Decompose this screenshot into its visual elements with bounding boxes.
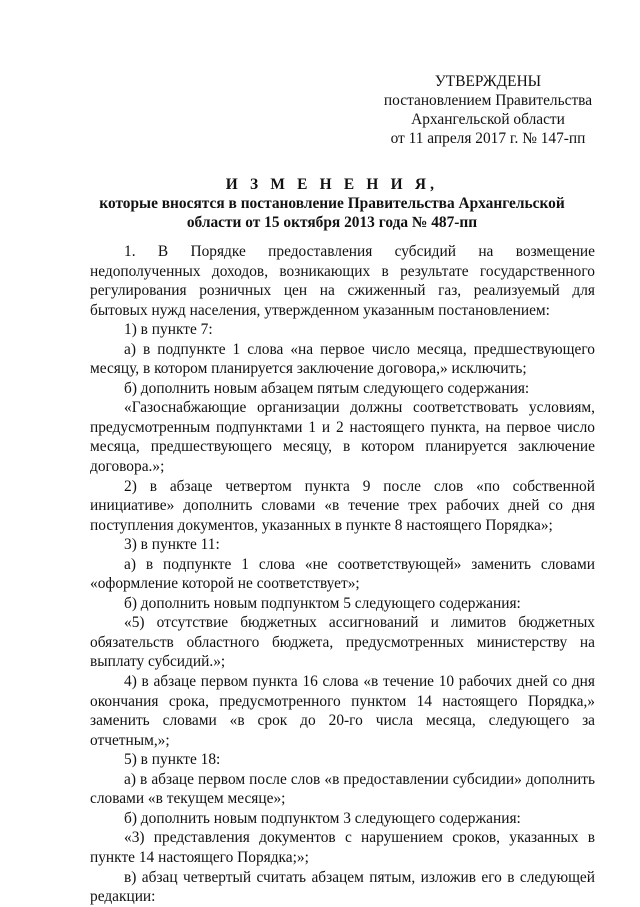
heading-title: И З М Е Н Е Н И Я, [225,176,439,193]
paragraph: 4) в абзаце первом пункта 16 слова «в течение 10 рабочих дней со дня окончания срока, предусмотренного пунктом 14 настоящего Порядка,» заменить словами «в срок до 20-го числа месяца, следующего за отчетным,»; [90,673,595,749]
paragraph: «3) представления документов с нарушением сроков, указанных в пункте 14 настоящего Порядка;»; [90,829,595,866]
paragraph: а) в подпункте 1 слова «на первое число месяца, предшествующего месяцу, в котором планируется заключение договора,» исключить; [90,340,595,378]
document-body [90,242,595,907]
paragraph: б) дополнить новым абзацем пятым следующего содержания: [124,379,530,397]
paragraph: «5) отсутствие бюджетных ассигнований и лимитов бюджетных обязательств областного бюджета, предусмотренных министерству на выплату субсидий.»; [90,614,595,671]
heading-subtitle-line2: области от 15 октября 2013 года № 487-пп [186,214,478,231]
approval-line-decree: постановлением Правительства [383,92,593,109]
paragraph: 1) в пункте 7: [124,321,213,339]
paragraph: а) в подпункте 1 слова «не соответствующей» заменить словами «оформление которой не соответствует»; [90,555,595,593]
paragraph: а) в абзаце первом после слов «в предоставлении субсидии» дополнить словами «в текущем месяце»; [90,770,595,808]
heading-subtitle-line1: которые вносятся в постановление Правительства Архангельской [99,195,565,212]
document-heading [90,175,574,232]
approval-line-region: Архангельской области [411,111,565,128]
paragraph: в) абзац четвертый считать абзацем пятым, изложив его в следующей редакции: [90,868,595,906]
paragraph: 5) в пункте 18: [124,751,221,769]
paragraph: 1. В Порядке предоставления субсидий на возмещение недополученных доходов, возникающих в результате государственного регулирования розничных цен на сжиженный газ, реализуемый для бытовых нужд населения, утвержденном указанным постановлением: [90,243,595,319]
paragraph: б) дополнить новым подпунктом 3 следующего содержания: [124,809,521,827]
approval-title: УТВЕРЖДЕНЫ [434,73,542,90]
paragraph: 3) в пункте 11: [124,536,220,554]
approval-line-date: от 11 апреля 2017 г. № 147-пп [390,130,586,147]
paragraph: б) дополнить новым подпунктом 5 следующего содержания: [124,594,521,612]
approval-stamp [380,72,596,148]
paragraph: 2) в абзаце четвертом пункта 9 после слов «по собственной инициативе» дополнить словами «в течение трех рабочих дней со дня поступления документов, указанных в пункте 8 настоящего Порядка»; [90,477,595,534]
paragraph: «Газоснабжающие организации должны соответствовать условиям, предусмотренным подпунктами 1 и 2 настоящего пункта, на первое число месяца, предшествующего месяцу, в котором планируется заключение договора.»; [90,399,595,476]
